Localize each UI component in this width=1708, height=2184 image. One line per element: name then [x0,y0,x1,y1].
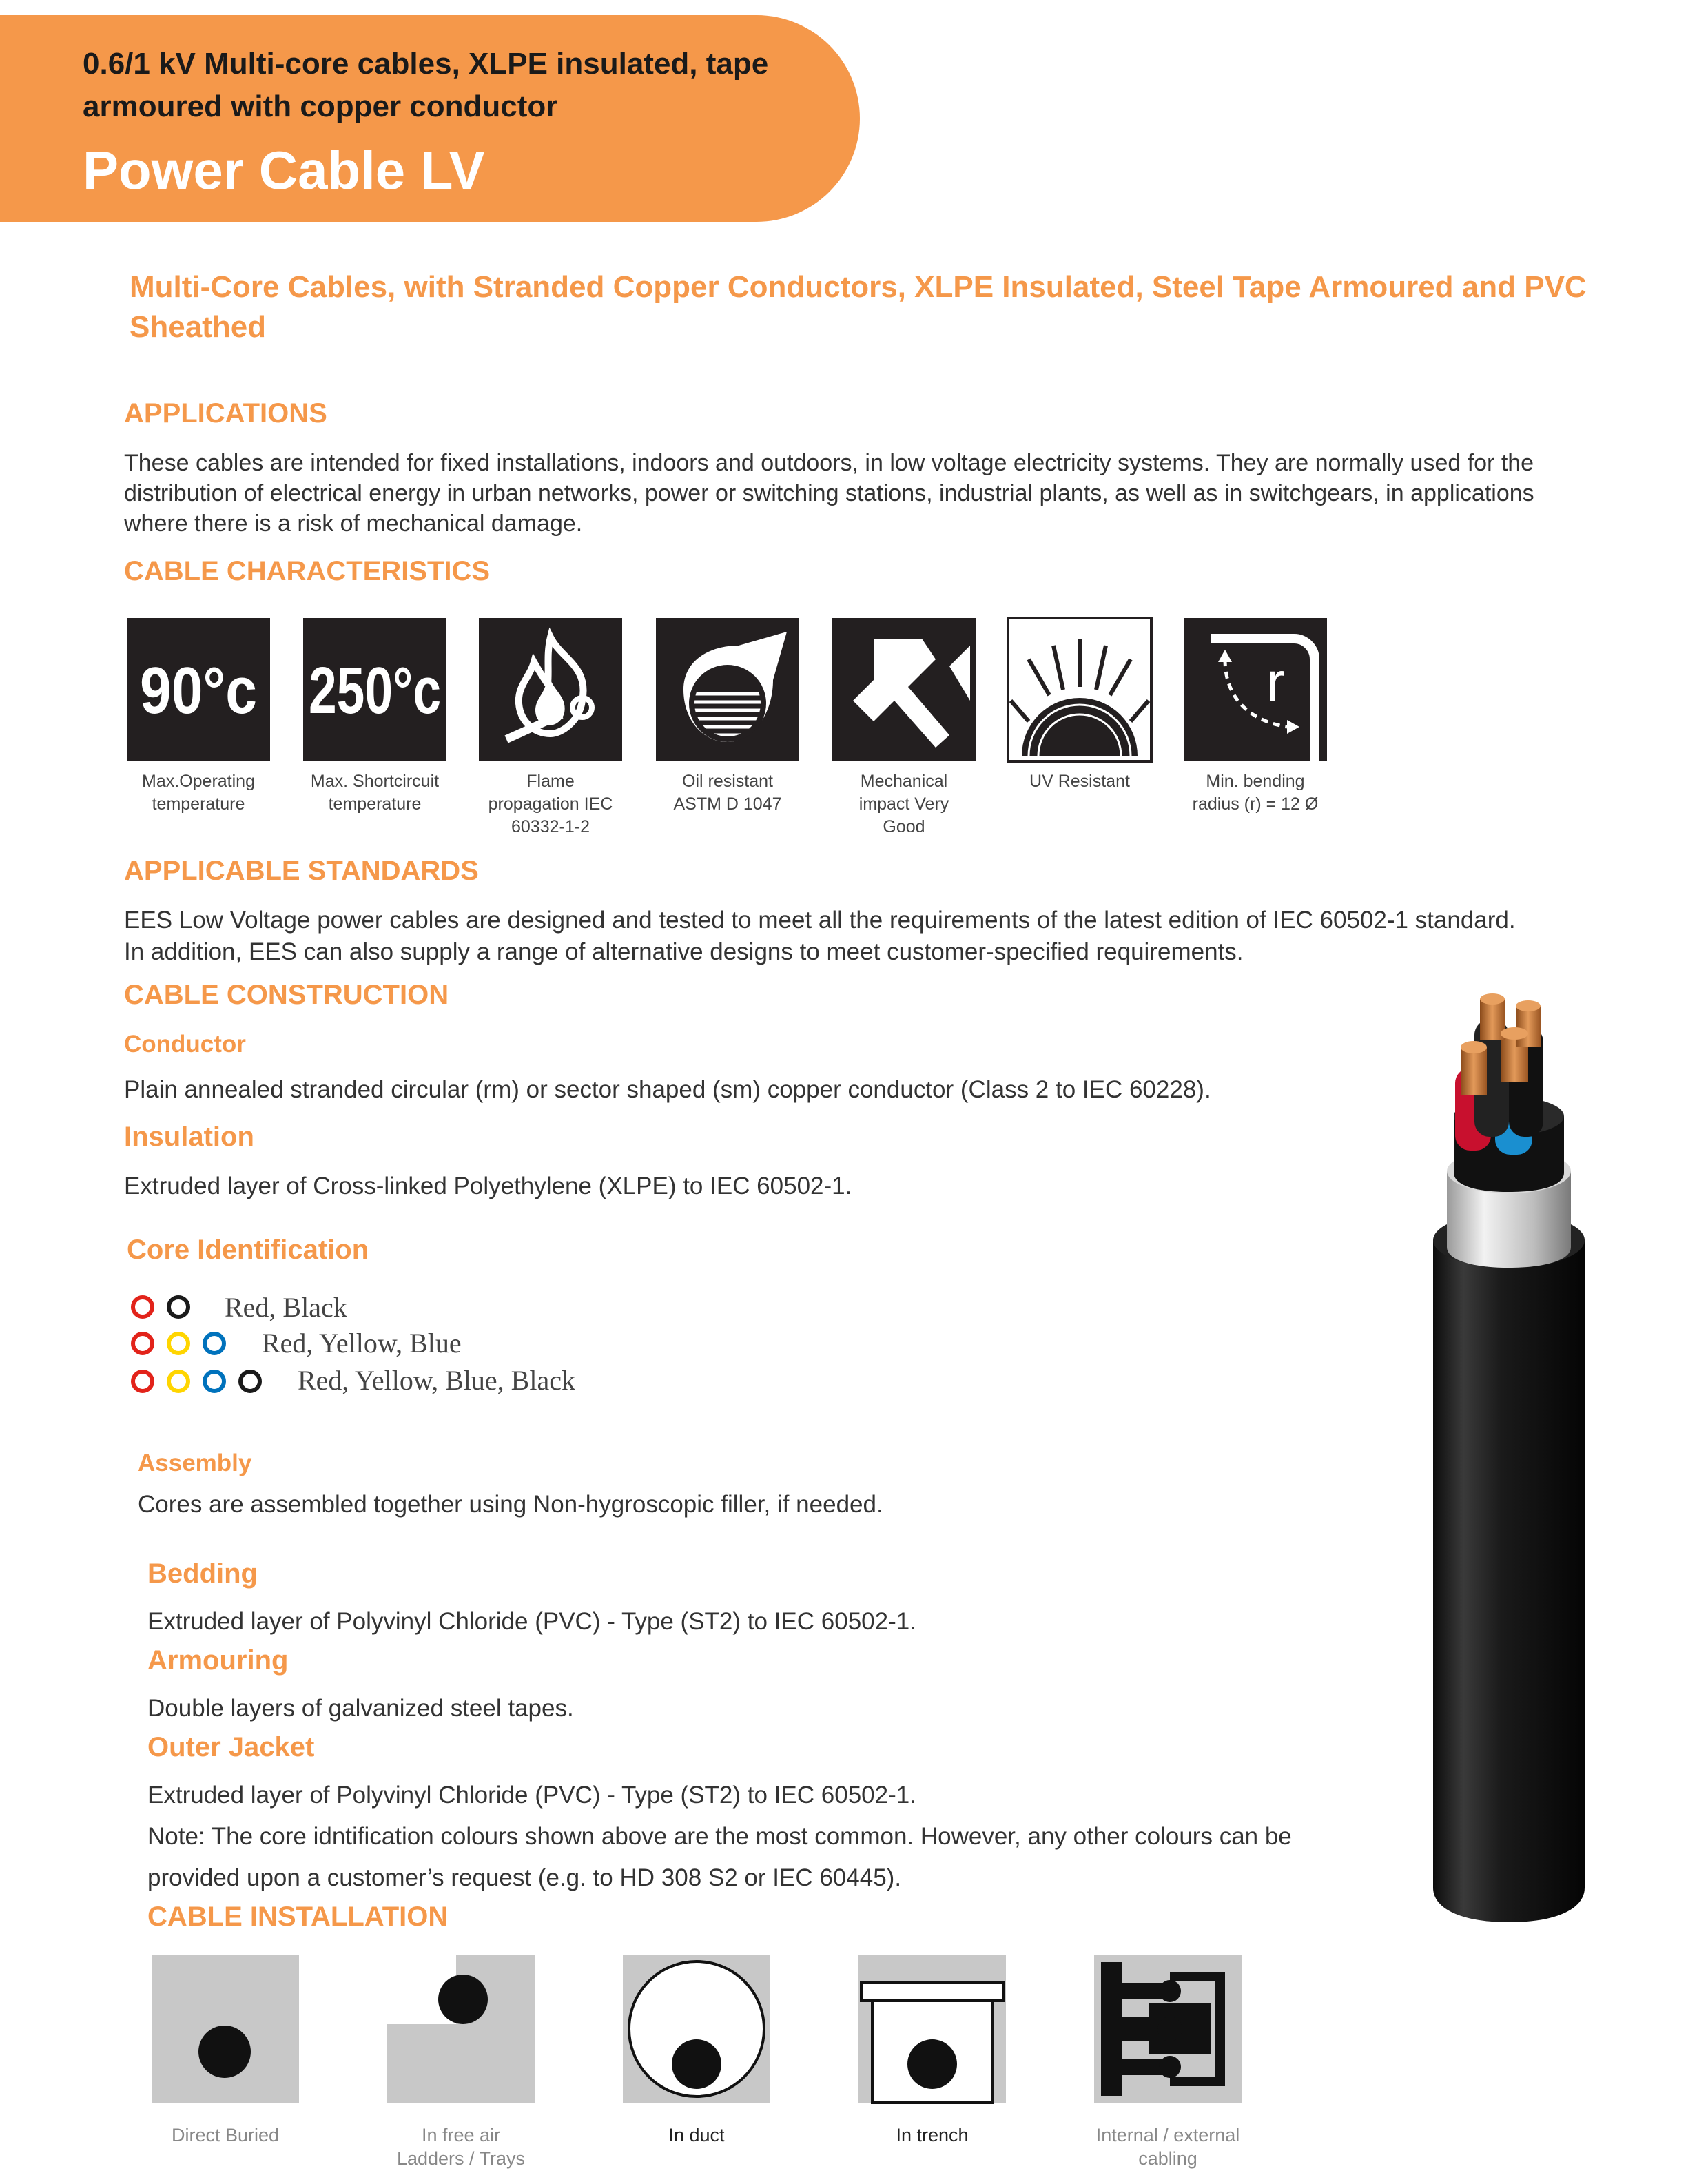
caption-uv: UV Resistant [1029,772,1130,791]
oil-drop-icon [656,618,799,761]
caption-mechanical: Mechanical impact Very Good [858,772,949,836]
ring-yellow [167,1370,190,1393]
core-label-3: Red, Yellow, Blue, Black [298,1365,575,1396]
ring-black [238,1370,262,1393]
caption-oil: Oil resistant ASTM D 1047 [673,772,782,814]
ring-yellow [167,1332,190,1355]
armouring-heading: Armouring [147,1645,289,1676]
cabling-icon [1094,1955,1242,2103]
direct-buried-icon [152,1955,299,2103]
insulation-text: Extruded layer of Cross-linked Polyethylene (XLPE) to IEC 60502-1. [124,1173,852,1199]
caption-bending: Min. bending radius (r) = 12 Ø [1192,772,1319,814]
ring-red [131,1295,154,1319]
bedding-text: Extruded layer of Polyvinyl Chloride (PVC) - Type (ST2) to IEC 60502-1. [147,1608,916,1635]
characteristics-heading: CABLE CHARACTERISTICS [124,556,491,586]
glyph-r: r [1266,651,1285,712]
standards-heading: APPLICABLE STANDARDS [124,856,479,886]
ring-red [131,1332,154,1355]
assembly-text: Cores are assembled together using Non-hygroscopic filler, if needed. [138,1491,883,1518]
conductor-heading: Conductor [124,1031,246,1058]
core-identification-heading: Core Identification [127,1235,369,1265]
caption-flame: Flame propagation IEC 60332-1-2 [488,772,613,836]
free-air-icon [387,1955,535,2103]
caption-cabling: Internal / external cabling [1095,2125,1240,2169]
hammer-icon [832,618,976,761]
bending-radius-icon [1184,618,1327,761]
cable-illustration [1406,992,1612,1943]
standards-text-1: EES Low Voltage power cables are designed and tested to meet all the requirements of the latest edition of IEC 60502-1 standard. [124,907,1516,934]
core-label-1: Red, Black [225,1292,347,1323]
outer-jacket-heading: Outer Jacket [147,1732,315,1762]
product-subtitle: Multi-Core Cables, with Stranded Copper Conductors, XLPE Insulated, Steel Tape Armoured and PVC Sheathed [130,270,1587,344]
core-label-2: Red, Yellow, Blue [262,1328,462,1359]
ring-blue [203,1332,226,1355]
glyph-90c: 90°c [140,654,257,728]
page-title: Power Cable LV [83,140,485,200]
ring-red [131,1370,154,1393]
applications-text: These cables are intended for fixed installations, indoors and outdoors, in low voltage electricity systems. They are normally used for the distribution of electrical energy in urban networks, power or switching stations, industrial plants, as well as in switchgears, in applications where there is a risk of mechanical damage. [124,450,1534,537]
caption-operating-temperature: Max.Operating temperature [142,772,255,814]
installation-heading: CABLE INSTALLATION [147,1902,449,1932]
conductor-text: Plain annealed stranded circular (rm) or sector shaped (sm) copper conductor (Class 2 to IEC 60228). [124,1076,1211,1103]
ring-blue [203,1370,226,1393]
outer-jacket-text: Extruded layer of Polyvinyl Chloride (PVC) - Type (ST2) to IEC 60502-1. [147,1782,916,1809]
caption-free-air: In free air Ladders / Trays [396,2125,526,2169]
temperature-90c-icon [127,618,270,761]
flame-icon [479,618,622,761]
header-line-2: armoured with copper conductor [83,90,558,123]
bedding-heading: Bedding [147,1558,258,1589]
insulation-heading: Insulation [124,1122,254,1152]
construction-heading: CABLE CONSTRUCTION [124,980,449,1010]
assembly-heading: Assembly [138,1450,252,1476]
note-text-1: Note: The core idntification colours shown above are the most common. However, any other colours can be [147,1823,1292,1850]
glyph-250c: 250°c [309,654,441,728]
caption-trench: In trench [896,2125,969,2145]
ring-black [167,1295,190,1319]
trench-icon [858,1955,1006,2103]
note-text-2: provided upon a customer’s request (e.g. to HD 308 S2 or IEC 60445). [147,1864,902,1891]
duct-icon [623,1955,770,2103]
caption-shortcircuit-temperature: Max. Shortcircuit temperature [310,772,440,814]
temperature-250c-icon [303,618,446,761]
header-banner [0,15,860,222]
caption-direct-buried: Direct Buried [171,2125,280,2145]
armouring-text: Double layers of galvanized steel tapes. [147,1695,574,1722]
sun-icon [1008,618,1151,761]
header-line-1: 0.6/1 kV Multi-core cables, XLPE insulated, tape [83,47,769,81]
standards-text-2: In addition, EES can also supply a range of alternative designs to meet customer-specified requirements. [124,938,1244,965]
applications-heading: APPLICATIONS [124,398,327,429]
caption-duct: In duct [668,2125,725,2145]
